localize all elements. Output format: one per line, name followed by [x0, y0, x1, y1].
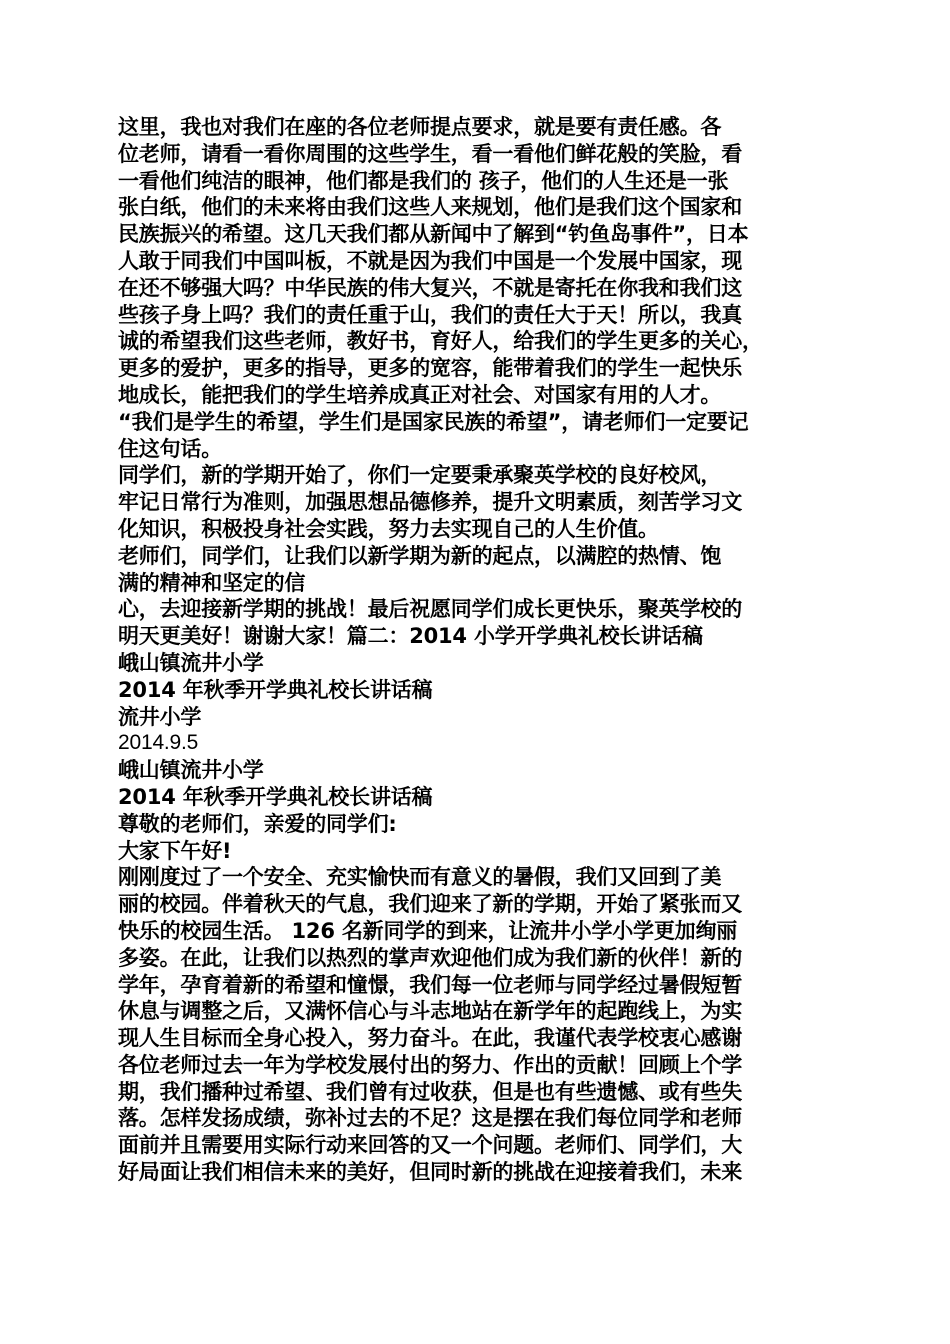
- text-line: 快乐的校园生活。 126 名新同学的到来，让流井小学小学更加绚丽: [118, 918, 738, 943]
- text-line: 同学们，新的学期开始了，你们一定要秉承聚英学校的良好校风，: [118, 463, 722, 488]
- heading-line: 峨山镇流井小学: [118, 758, 264, 783]
- text-line: 地成长，能把我们的学生培养成真正对社会、对国家有用的人才。: [118, 382, 722, 407]
- text-line: 明天更美好！谢谢大家！篇二：2014 小学开学典礼校长讲话稿: [118, 624, 703, 649]
- heading-line: 2014 年秋季开学典礼校长讲话稿: [118, 784, 433, 809]
- text-line: 民族振兴的希望。这几天我们都从新闻中了解到“钓鱼岛事件”，日本: [118, 222, 749, 247]
- document-body: [118, 114, 848, 1186]
- text-line: 牢记日常行为准则，加强思想品德修养，提升文明素质，刻苦学习文: [118, 490, 742, 515]
- text-line: 多姿。在此，让我们以热烈的掌声欢迎他们成为我们新的伙伴！新的: [118, 945, 742, 970]
- text-line: 好局面让我们相信未来的美好，但同时新的挑战在迎接着我们，未来: [118, 1160, 742, 1185]
- text-line: 各位老师过去一年为学校发展付出的努力、作出的贡献！回顾上个学: [118, 1052, 742, 1077]
- text-line: 丽的校园。伴着秋天的气息，我们迎来了新的学期，开始了紧张而又: [118, 892, 742, 917]
- text-line: 在还不够强大吗？中华民族的伟大复兴，不就是寄托在你我和我们这: [118, 275, 742, 300]
- text-line: 这里，我也对我们在座的各位老师提点要求，就是要有责任感。各: [118, 115, 722, 139]
- text-line: 学年，孕育着新的希望和憧憬，我们每一位老师与同学经过暑假短暂: [118, 972, 742, 997]
- text-line: 些孩子身上吗？我们的责任重于山，我们的责任大于天！所以，我真: [118, 302, 742, 327]
- text-line: 老师们，同学们，让我们以新学期为新的起点，以满腔的热情、饱: [118, 543, 722, 568]
- text-line: 休息与调整之后，又满怀信心与斗志地站在新学年的起跑线上，为实: [118, 999, 742, 1024]
- text-line: “我们是学生的希望，学生们是国家民族的希望”，请老师们一定要记: [118, 409, 749, 434]
- heading-line: 2014 年秋季开学典礼校长讲话稿: [118, 677, 433, 702]
- text-line: 落。怎样发扬成绩，弥补过去的不足？这是摆在我们每位同学和老师: [118, 1106, 742, 1131]
- salutation-line: 尊敬的老师们，亲爱的同学们:: [118, 811, 397, 836]
- text-line: 位老师，请看一看你周围的这些学生，看一看他们鲜花般的笑脸，看: [118, 141, 742, 166]
- heading-line: 峨山镇流井小学: [118, 650, 264, 675]
- text-line: 一看他们纯洁的眼神，他们都是我们的 孩子，他们的人生还是一张: [118, 168, 729, 193]
- text-line: 诚的希望我们这些老师，教好书，育好人，给我们的学生更多的关心，: [118, 329, 763, 354]
- date-line: 2014.9.5: [118, 731, 199, 755]
- text-line: 期，我们播种过希望、我们曾有过收获，但是也有些遗憾、或有些失: [118, 1079, 742, 1104]
- text-line: 心，去迎接新学期的挑战！最后祝愿同学们成长更快乐，聚英学校的: [118, 597, 742, 622]
- text-line: 住这句话。: [118, 436, 222, 461]
- text-line: 更多的爱护，更多的指导，更多的宽容，能带着我们的学生一起快乐: [118, 356, 742, 381]
- text-line: 张白纸，他们的未来将由我们这些人来规划，他们是我们这个国家和: [118, 195, 742, 220]
- text-line: 刚刚度过了一个安全、充实愉快而有意义的暑假，我们又回到了美: [118, 865, 722, 890]
- heading-line: 流井小学: [118, 704, 202, 729]
- text-line: 满的精神和坚定的信: [118, 570, 306, 595]
- text-line: 面前并且需要用实际行动来回答的又一个问题。老师们、同学们，大: [118, 1133, 742, 1158]
- greeting-line: 大家下午好!: [118, 838, 232, 863]
- text-line: 化知识，积极投身社会实践，努力去实现自己的人生价值。: [118, 516, 659, 541]
- text-line: 人敢于同我们中国叫板，不就是因为我们中国是一个发展中国家，现: [118, 248, 742, 273]
- text-line: 现人生目标而全身心投入，努力奋斗。在此，我谨代表学校衷心感谢: [118, 1026, 742, 1051]
